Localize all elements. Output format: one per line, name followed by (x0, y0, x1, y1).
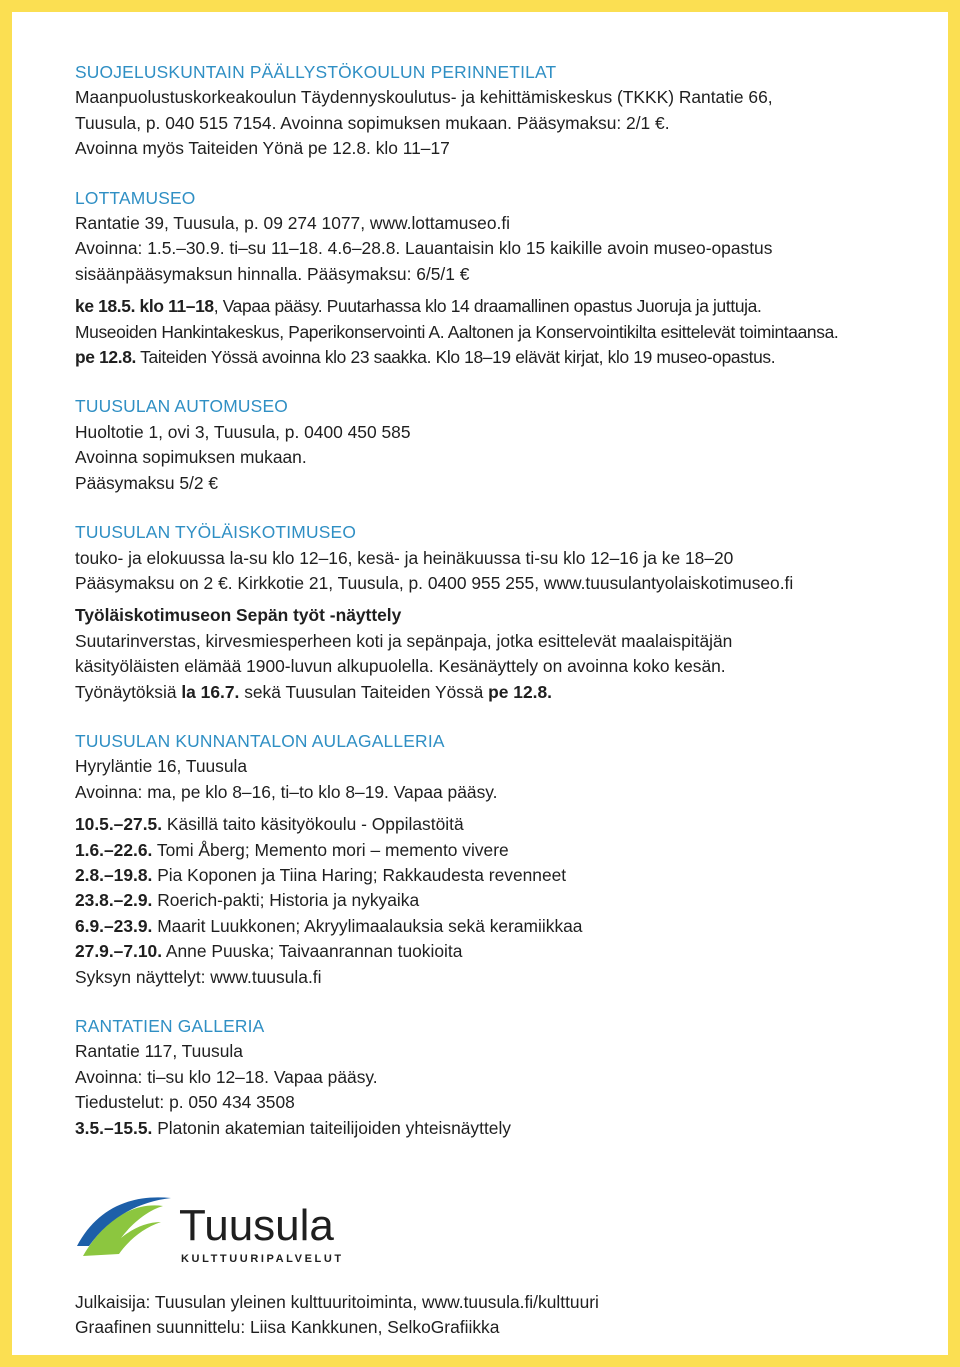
exhibition-title: Platonin akatemian taiteilijoiden yhteisnäyttely (152, 1117, 512, 1138)
exhibition-item (75, 1116, 895, 1141)
event-text: Taiteiden Yössä avoinna klo 23 saakka. Klo 18–19 elävät kirjat, klo 19 museo-opastus. (136, 347, 776, 368)
exhibition-title: Anne Puuska; Taivaanrannan tuokioita (162, 941, 463, 962)
exhibition-dates: 10.5.–27.5. (75, 814, 163, 835)
text-line: käsityöläisten elämää 1900-luvun alkupuolella. Kesänäyttely on avoinna koko kesän. (75, 656, 726, 677)
text-part: Työnäytöksiä (75, 681, 182, 702)
section-heading: TUUSULAN KUNNANTALON AULAGALLERIA (75, 730, 445, 751)
exhibition-item (75, 838, 895, 863)
footer (75, 1290, 599, 1341)
event-title: Työläiskotimuseon Sepän työt -näyttely (75, 605, 402, 626)
logo-subtitle: KULTTUURIPALVELUT (181, 1253, 344, 1265)
exhibition-title: Maarit Luukkonen; Akryylimaalauksia sekä keramiikkaa (152, 915, 583, 936)
event-date: ke 18.5. klo 11–18 (75, 296, 214, 317)
event-date: pe 12.8. (488, 681, 552, 702)
event-text: , Vapaa pääsy. Puutarhassa klo 14 draamallinen opastus Juoruja ja juttuja. (213, 296, 762, 317)
section-heading: SUOJELUSKUNTAIN PÄÄLLYSTÖKOULUN PERINNETILAT (75, 62, 557, 82)
content (75, 60, 895, 1165)
exhibition-item (75, 863, 895, 888)
event-date: la 16.7. (181, 681, 240, 702)
text-line: Pääsymaksu on 2 €. Kirkkotie 21, Tuusula, p. 0400 955 255, www.tuusulantyolaiskotimuseo.fi (75, 572, 794, 593)
text-line: Syksyn näyttelyt: www.tuusula.fi (75, 966, 322, 987)
exhibition-dates: 1.6.–22.6. (75, 839, 153, 860)
exhibition-title: Pia Koponen ja Tiina Haring; Rakkaudesta revenneet (152, 864, 567, 885)
event-line (75, 294, 895, 319)
section-rantatien-galleria (75, 1014, 895, 1141)
text-line: Hyryläntie 16, Tuusula (75, 756, 248, 777)
section-heading: LOTTAMUSEO (75, 187, 196, 208)
section-aulagalleria (75, 729, 895, 990)
text-line: sisäänpääsymaksun hinnalla. Pääsymaksu: 6/5/1 € (75, 263, 470, 284)
section-suojeluskuntain (75, 60, 895, 162)
text-line: Tuusula, p. 040 515 7154. Avoinna sopimuksen mukaan. Pääsymaksu: 2/1 €. (75, 112, 670, 133)
tuusula-logo (75, 1188, 365, 1275)
text-line: Huoltotie 1, ovi 3, Tuusula, p. 0400 450 585 (75, 421, 411, 442)
event-line (75, 345, 895, 370)
text-line: Avoinna myös Taiteiden Yönä pe 12.8. klo 11–17 (75, 138, 450, 159)
exhibition-item (75, 812, 895, 837)
section-lottamuseo (75, 186, 895, 371)
text-line: Tiedustelut: p. 050 434 3508 (75, 1092, 295, 1113)
text-part: sekä Tuusulan Taiteiden Yössä (239, 681, 489, 702)
text-line: Maanpuolustuskorkeakoulun Täydennyskoulutus- ja kehittämiskeskus (TKKK) Rantatie 66, (75, 87, 773, 108)
design-credit-line: Graafinen suunnittelu: Liisa Kankkunen, SelkoGrafiikka (75, 1317, 500, 1338)
exhibition-item (75, 888, 895, 913)
section-tyolaiskotimuseo (75, 520, 895, 705)
exhibition-title: Tomi Åberg; Memento mori – memento vivere (152, 839, 509, 860)
text-line: Avoinna: ma, pe klo 8–16, ti–to klo 8–19. Vapaa pääsy. (75, 781, 498, 802)
section-heading: RANTATIEN GALLERIA (75, 1016, 265, 1036)
exhibition-title: Käsillä taito käsityökoulu - Oppilastöitä (162, 814, 464, 835)
event-date: pe 12.8. (75, 347, 137, 368)
exhibition-dates: 23.8.–2.9. (75, 890, 153, 911)
logo-wordmark: Tuusula (179, 1201, 334, 1250)
tuusula-logo-mark (75, 1188, 365, 1270)
exhibition-item (75, 939, 895, 964)
exhibition-dates: 3.5.–15.5. (75, 1117, 153, 1138)
text-line: Rantatie 39, Tuusula, p. 09 274 1077, www.lottamuseo.fi (75, 213, 511, 234)
text-line (75, 680, 895, 705)
publisher-line: Julkaisija: Tuusulan yleinen kulttuuritoiminta, www.tuusula.fi/kulttuuri (75, 1292, 599, 1312)
exhibition-dates: 2.8.–19.8. (75, 864, 153, 885)
section-automuseo (75, 394, 895, 496)
text-line: Avoinna sopimuksen mukaan. (75, 447, 307, 468)
text-line: Avoinna: 1.5.–30.9. ti–su 11–18. 4.6–28.8. Lauantaisin klo 15 kaikille avoin museo-opastus (75, 238, 773, 259)
section-heading: TUUSULAN AUTOMUSEO (75, 396, 288, 417)
text-line: touko- ja elokuussa la-su klo 12–16, kesä- ja heinäkuussa ti-su klo 12–16 ja ke 18–20 (75, 547, 734, 568)
text-line: Rantatie 117, Tuusula (75, 1041, 243, 1062)
section-heading: TUUSULAN TYÖLÄISKOTIMUSEO (75, 522, 357, 543)
text-line: Suutarinverstas, kirvesmiesperheen koti ja sepänpaja, jotka esittelevät maalaispitäjän (75, 630, 733, 651)
text-line: Pääsymaksu 5/2 € (75, 472, 219, 493)
exhibition-dates: 6.9.–23.9. (75, 915, 153, 936)
exhibition-dates: 27.9.–7.10. (75, 941, 163, 962)
exhibition-title: Roerich-pakti; Historia ja nykyaika (152, 890, 420, 911)
text-line: Avoinna: ti–su klo 12–18. Vapaa pääsy. (75, 1066, 378, 1087)
exhibition-item (75, 914, 895, 939)
event-line: Museoiden Hankintakeskus, Paperikonservointi A. Aaltonen ja Konservointikilta esittelevät toimintaansa. (75, 321, 839, 342)
